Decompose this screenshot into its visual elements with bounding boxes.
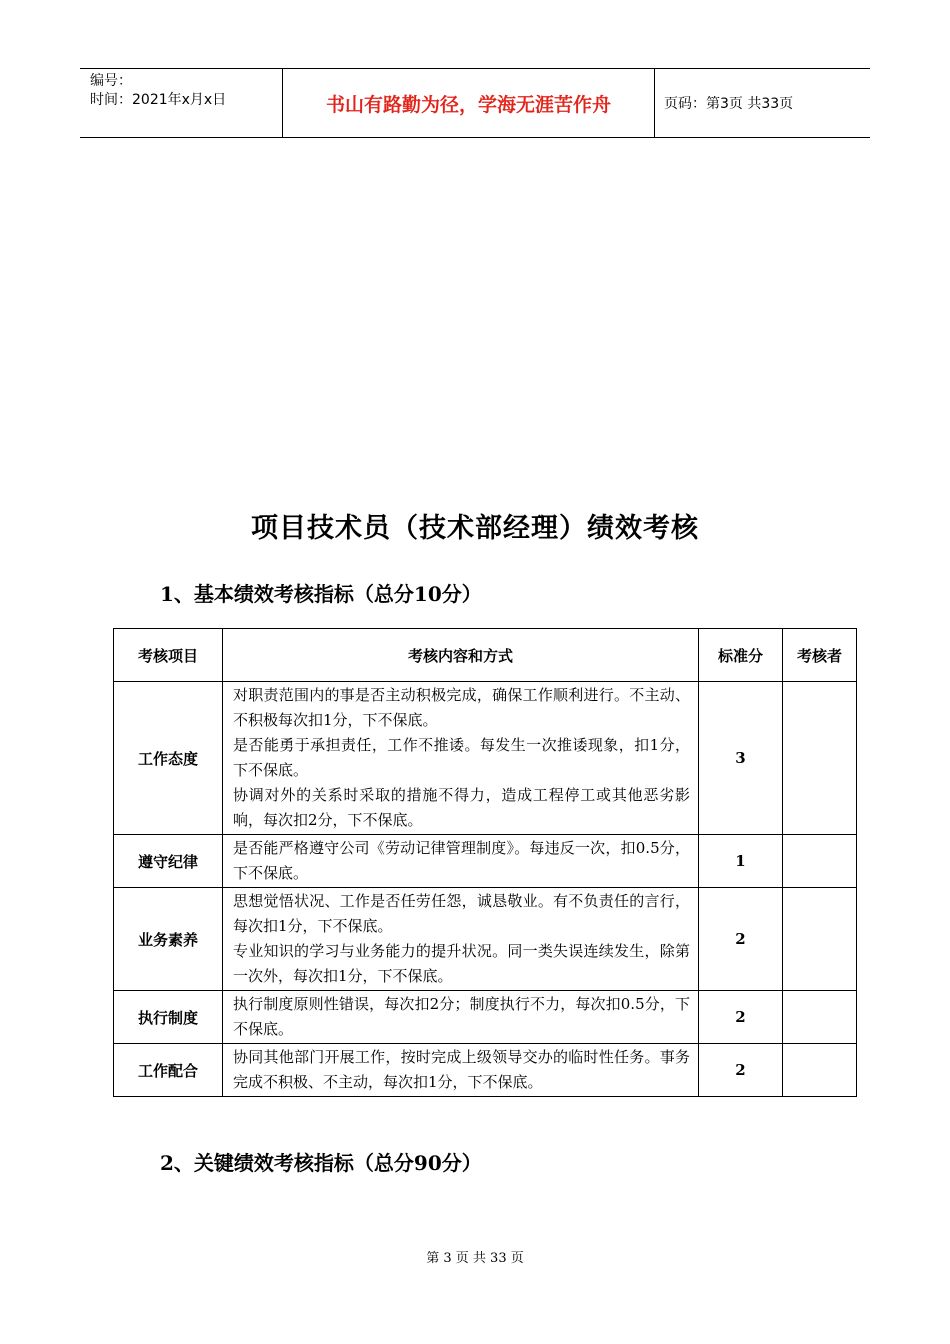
header-divider	[654, 69, 655, 137]
criterion-text: 专业知识的学习与业务能力的提升状况。同一类失误连续发生，除第一次外，每次扣1分，下不保底。	[233, 942, 690, 985]
assessment-content	[223, 835, 699, 888]
assessment-item: 工作态度	[114, 682, 223, 835]
assessment-item: 工作配合	[114, 1044, 223, 1097]
criterion-text: 对职责范围内的事是否主动积极完成，确保工作顺利进行。不主动、不积极每次扣1分，下不保底。	[233, 686, 690, 729]
page-header	[80, 68, 870, 138]
table-header-row	[114, 629, 857, 682]
criterion-text: 是否能严格遵守公司《劳动记律管理制度》。每违反一次，扣0.5分，下不保底。	[233, 839, 690, 882]
section-heading-key: 2、关键绩效考核指标（总分90分）	[160, 1151, 482, 1175]
assessment-item: 业务素养	[114, 888, 223, 991]
criterion-text: 协同其他部门开展工作，按时完成上级领导交办的临时性任务。事务完成不积极、不主动，每次扣1分，下不保底。	[233, 1048, 690, 1091]
column-header: 考核者	[783, 629, 857, 682]
criterion-text: 协调对外的关系时采取的措施不得力，造成工程停工或其他恶劣影响，每次扣2分，下不保底。	[233, 786, 690, 829]
assessment-item: 遵守纪律	[114, 835, 223, 888]
assessor-cell	[783, 835, 857, 888]
standard-score: 2	[699, 1044, 783, 1097]
assessment-content	[223, 991, 699, 1044]
standard-score: 1	[699, 835, 783, 888]
assessment-content	[223, 682, 699, 835]
assessor-cell	[783, 991, 857, 1044]
table-row	[114, 888, 857, 991]
section-heading-basic: 1、基本绩效考核指标（总分10分）	[160, 582, 482, 606]
assessment-item: 执行制度	[114, 991, 223, 1044]
assessment-table	[113, 628, 857, 1097]
criterion-text: 思想觉悟状况、工作是否任劳任怨，诚恳敬业。有不负责任的言行，每次扣1分，下不保底。	[233, 892, 690, 935]
column-header: 考核项目	[114, 629, 223, 682]
criterion-text: 是否能勇于承担责任，工作不推诿。每发生一次推诿现象，扣1分，下不保底。	[233, 736, 690, 779]
assessment-content	[223, 888, 699, 991]
column-header: 考核内容和方式	[223, 629, 699, 682]
criterion-text: 执行制度原则性错误，每次扣2分；制度执行不力，每次扣0.5分，下不保底。	[233, 995, 690, 1038]
column-header: 标准分	[699, 629, 783, 682]
header-meta	[90, 72, 226, 110]
header-page-info: 页码：第3页 共33页	[664, 96, 794, 112]
doc-number-label: 编号：	[90, 73, 132, 89]
assessor-cell	[783, 888, 857, 991]
standard-score: 2	[699, 888, 783, 991]
table-row	[114, 682, 857, 835]
assessment-content	[223, 1044, 699, 1097]
assessor-cell	[783, 682, 857, 835]
table-row	[114, 835, 857, 888]
table-row	[114, 1044, 857, 1097]
doc-date-label: 时间：2021年x月x日	[90, 92, 227, 108]
standard-score: 3	[699, 682, 783, 835]
table-row	[114, 991, 857, 1044]
assessor-cell	[783, 1044, 857, 1097]
document-title: 项目技术员（技术部经理）绩效考核	[251, 513, 699, 544]
standard-score: 2	[699, 991, 783, 1044]
header-motto: 书山有路勤为径，学海无涯苦作舟	[325, 93, 611, 116]
page-footer: 第 3 页 共 33 页	[426, 1251, 524, 1266]
